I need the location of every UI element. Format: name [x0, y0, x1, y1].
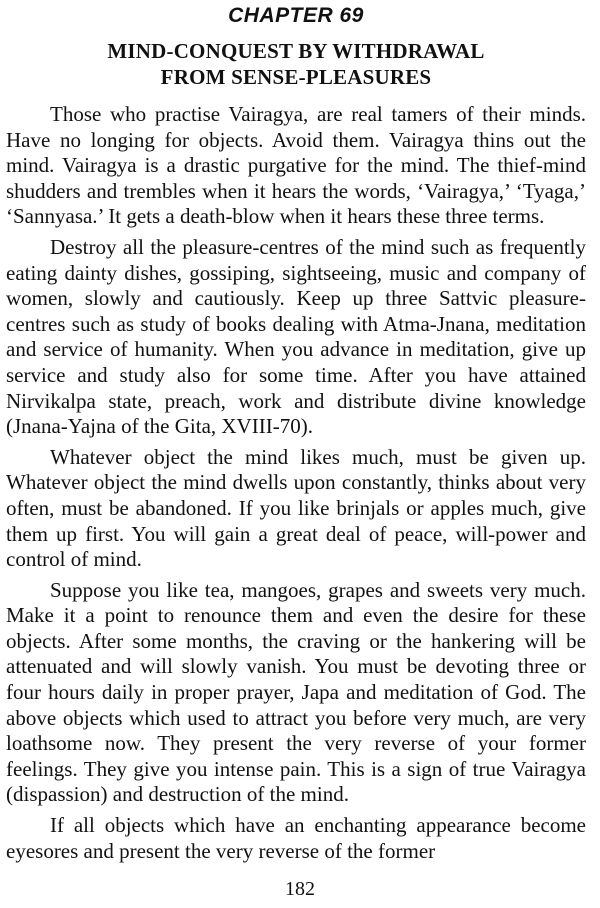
chapter-title-line-1: MIND-CONQUEST BY WITHDRAWAL [107, 39, 485, 63]
chapter-heading: CHAPTER 69 [228, 4, 364, 27]
chapter-body [6, 102, 586, 864]
chapter-title [6, 38, 586, 90]
paragraph-5: If all objects which have an enchanting appearance become eyesores and present the very reverse of the former [6, 813, 586, 863]
paragraph-3: Whatever object the mind likes much, must be given up. Whatever object the mind dwells upon constantly, thinks about very often, must be abandoned. If you like brinjals or apples much, give them up first. You will gain a great deal of peace, will-power and control of mind. [6, 444, 586, 572]
chapter-title-line-2: FROM SENSE-PLEASURES [160, 65, 432, 89]
paragraph-1: Those who practise Vairagya, are real tamers of their minds. Have no longing for objects. Avoid them. Vairagya thins out the mind. Vairagya is a drastic purgative for the mind. The thief-mind shudders and trembles when it hears the words, ‘Vairagya,’ ‘Tyaga,’ ‘Sannyasa.’ It gets a death-blow when it hears these three terms. [6, 102, 586, 229]
paragraph-4: Suppose you like tea, mangoes, grapes and sweets very much. Make it a point to renounce them and even the desire for these objects. After some months, the craving or the hankering will be attenuated and will slowly vanish. You must be devoting three or four hours daily in proper prayer, Japa and meditation of God. The above objects which used to attract you before very much, are very loathsome now. They present the very reverse of your former feelings. They give you intense pain. This is a sign of true Vairagya (dispassion) and destruction of the mind. [6, 577, 586, 807]
paragraph-2: Destroy all the pleasure-centres of the mind such as frequently eating dainty dishes, gossiping, sightseeing, music and company of women, slowly and cautiously. Keep up three Sattvic pleasure-centres such as study of books dealing with Atma-Jnana, meditation and service of humanity. When you advance in meditation, give up service and study also for some time. After you have attained Nirvikalpa state, preach, work and distribute divine knowledge (Jnana-Yajna of the Gita, XVIII-70). [6, 234, 586, 439]
page-number: 182 [285, 878, 315, 900]
